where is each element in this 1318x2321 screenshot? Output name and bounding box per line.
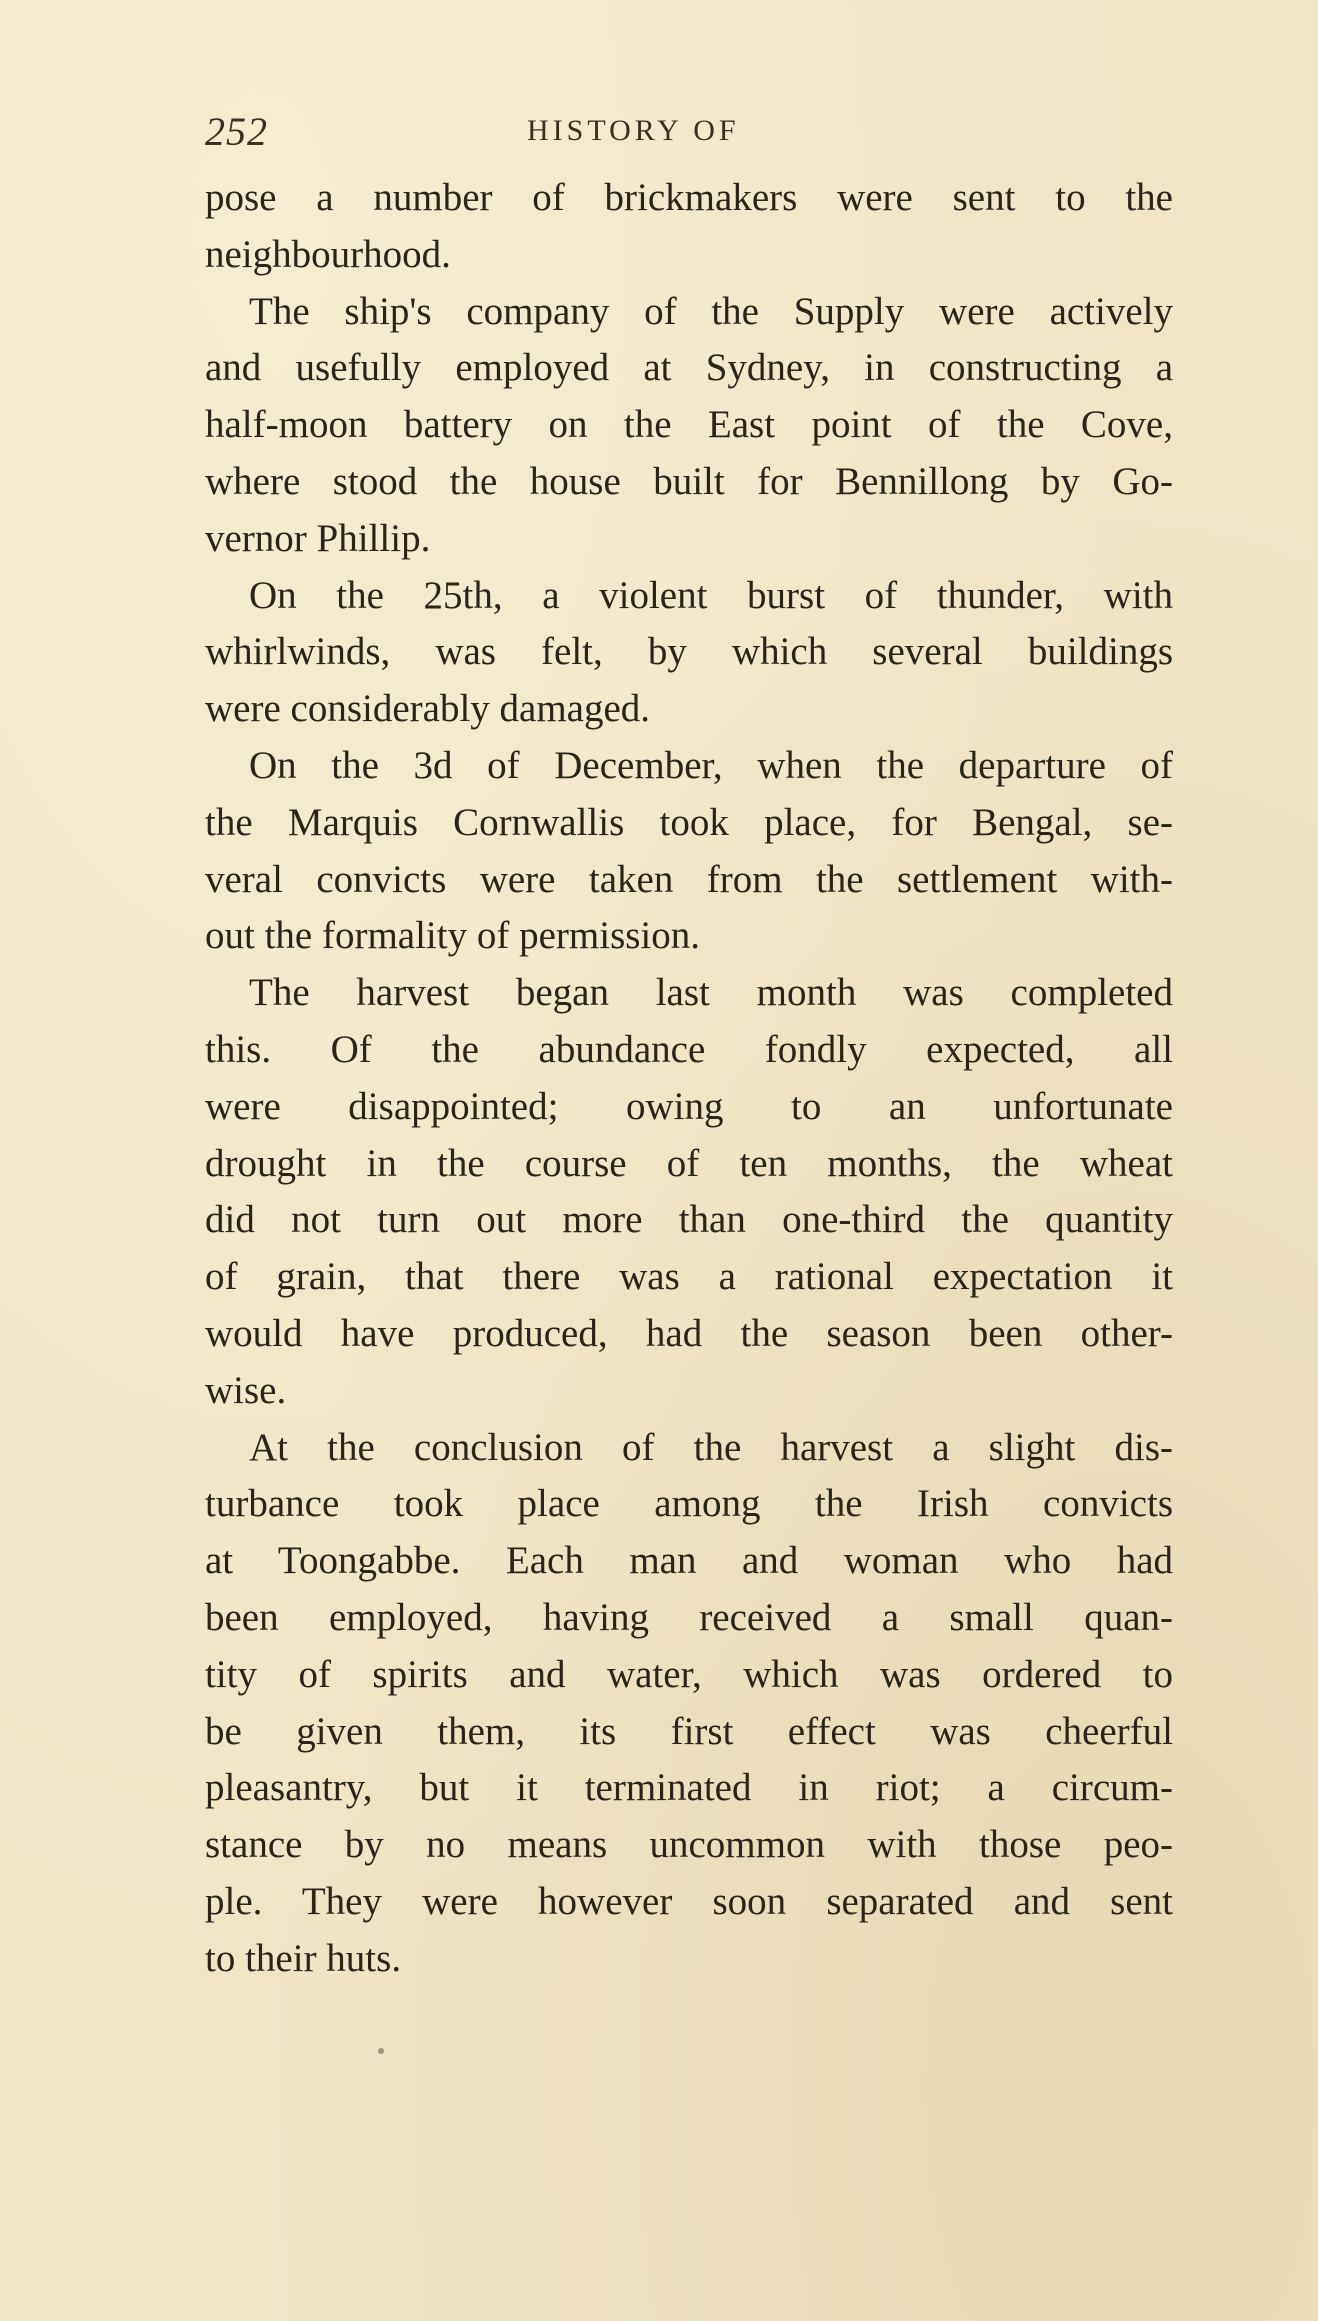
paragraph-first-line: At the conclusion of the harvest a slight dis- (249, 1425, 1173, 1469)
text-line: stance by no means uncommon with those peo- (205, 1823, 1173, 1867)
paragraph-first-line: The harvest began last month was completed (249, 971, 1173, 1015)
text-line: the Marquis Cornwallis took place, for Bengal, se- (205, 800, 1173, 844)
running-title: HISTORY OF (527, 114, 740, 147)
text-line: were disappointed; owing to an unfortunate (205, 1084, 1173, 1128)
text-line: tity of spirits and water, which was ordered to (205, 1652, 1173, 1696)
text-line: turbance took place among the Irish convicts (205, 1482, 1173, 1526)
paragraph-first-line: On the 25th, a violent burst of thunder, with (249, 573, 1173, 617)
paragraph-first-line: On the 3d of December, when the departure of (249, 743, 1173, 787)
text-line: would have produced, had the season been other- (205, 1311, 1173, 1355)
text-line: of grain, that there was a rational expectation it (205, 1255, 1173, 1299)
text-line: did not turn out more than one-third the quantity (205, 1198, 1173, 1242)
text-line: veral convicts were taken from the settlement with- (205, 857, 1173, 901)
running-head (205, 108, 1175, 168)
text-line: half-moon battery on the East point of the Cove, (205, 403, 1173, 447)
text-line: pleasantry, but it terminated in riot; a circum- (205, 1766, 1173, 1810)
ink-speck (378, 2048, 384, 2054)
text-line: where stood the house built for Bennillong by Go- (205, 459, 1173, 503)
text-line: vernor Phillip. (205, 516, 431, 560)
text-line: neighbourhood. (205, 232, 451, 276)
text-line: whirlwinds, was felt, by which several buildings (205, 630, 1173, 674)
text-line: out the formality of permission. (205, 914, 701, 958)
text-line: this. Of the abundance fondly expected, all (205, 1027, 1173, 1071)
text-line: be given them, its first effect was cheerful (205, 1709, 1173, 1753)
text-line: been employed, having received a small quan- (205, 1595, 1173, 1639)
body-text (205, 170, 1173, 1988)
page-number: 252 (205, 109, 268, 154)
text-line: at Toongabbe. Each man and woman who had (205, 1539, 1173, 1583)
text-line: ple. They were however soon separated and sent (205, 1879, 1173, 1923)
text-line: drought in the course of ten months, the wheat (205, 1141, 1173, 1185)
text-line: to their huts. (205, 1936, 402, 1980)
text-line: and usefully employed at Sydney, in constructing a (205, 346, 1173, 390)
paragraph-first-line: The ship's company of the Supply were actively (249, 289, 1173, 333)
text-line: pose a number of brickmakers were sent to the (205, 176, 1173, 219)
text-line: wise. (205, 1368, 287, 1412)
text-line: were considerably damaged. (205, 687, 651, 731)
